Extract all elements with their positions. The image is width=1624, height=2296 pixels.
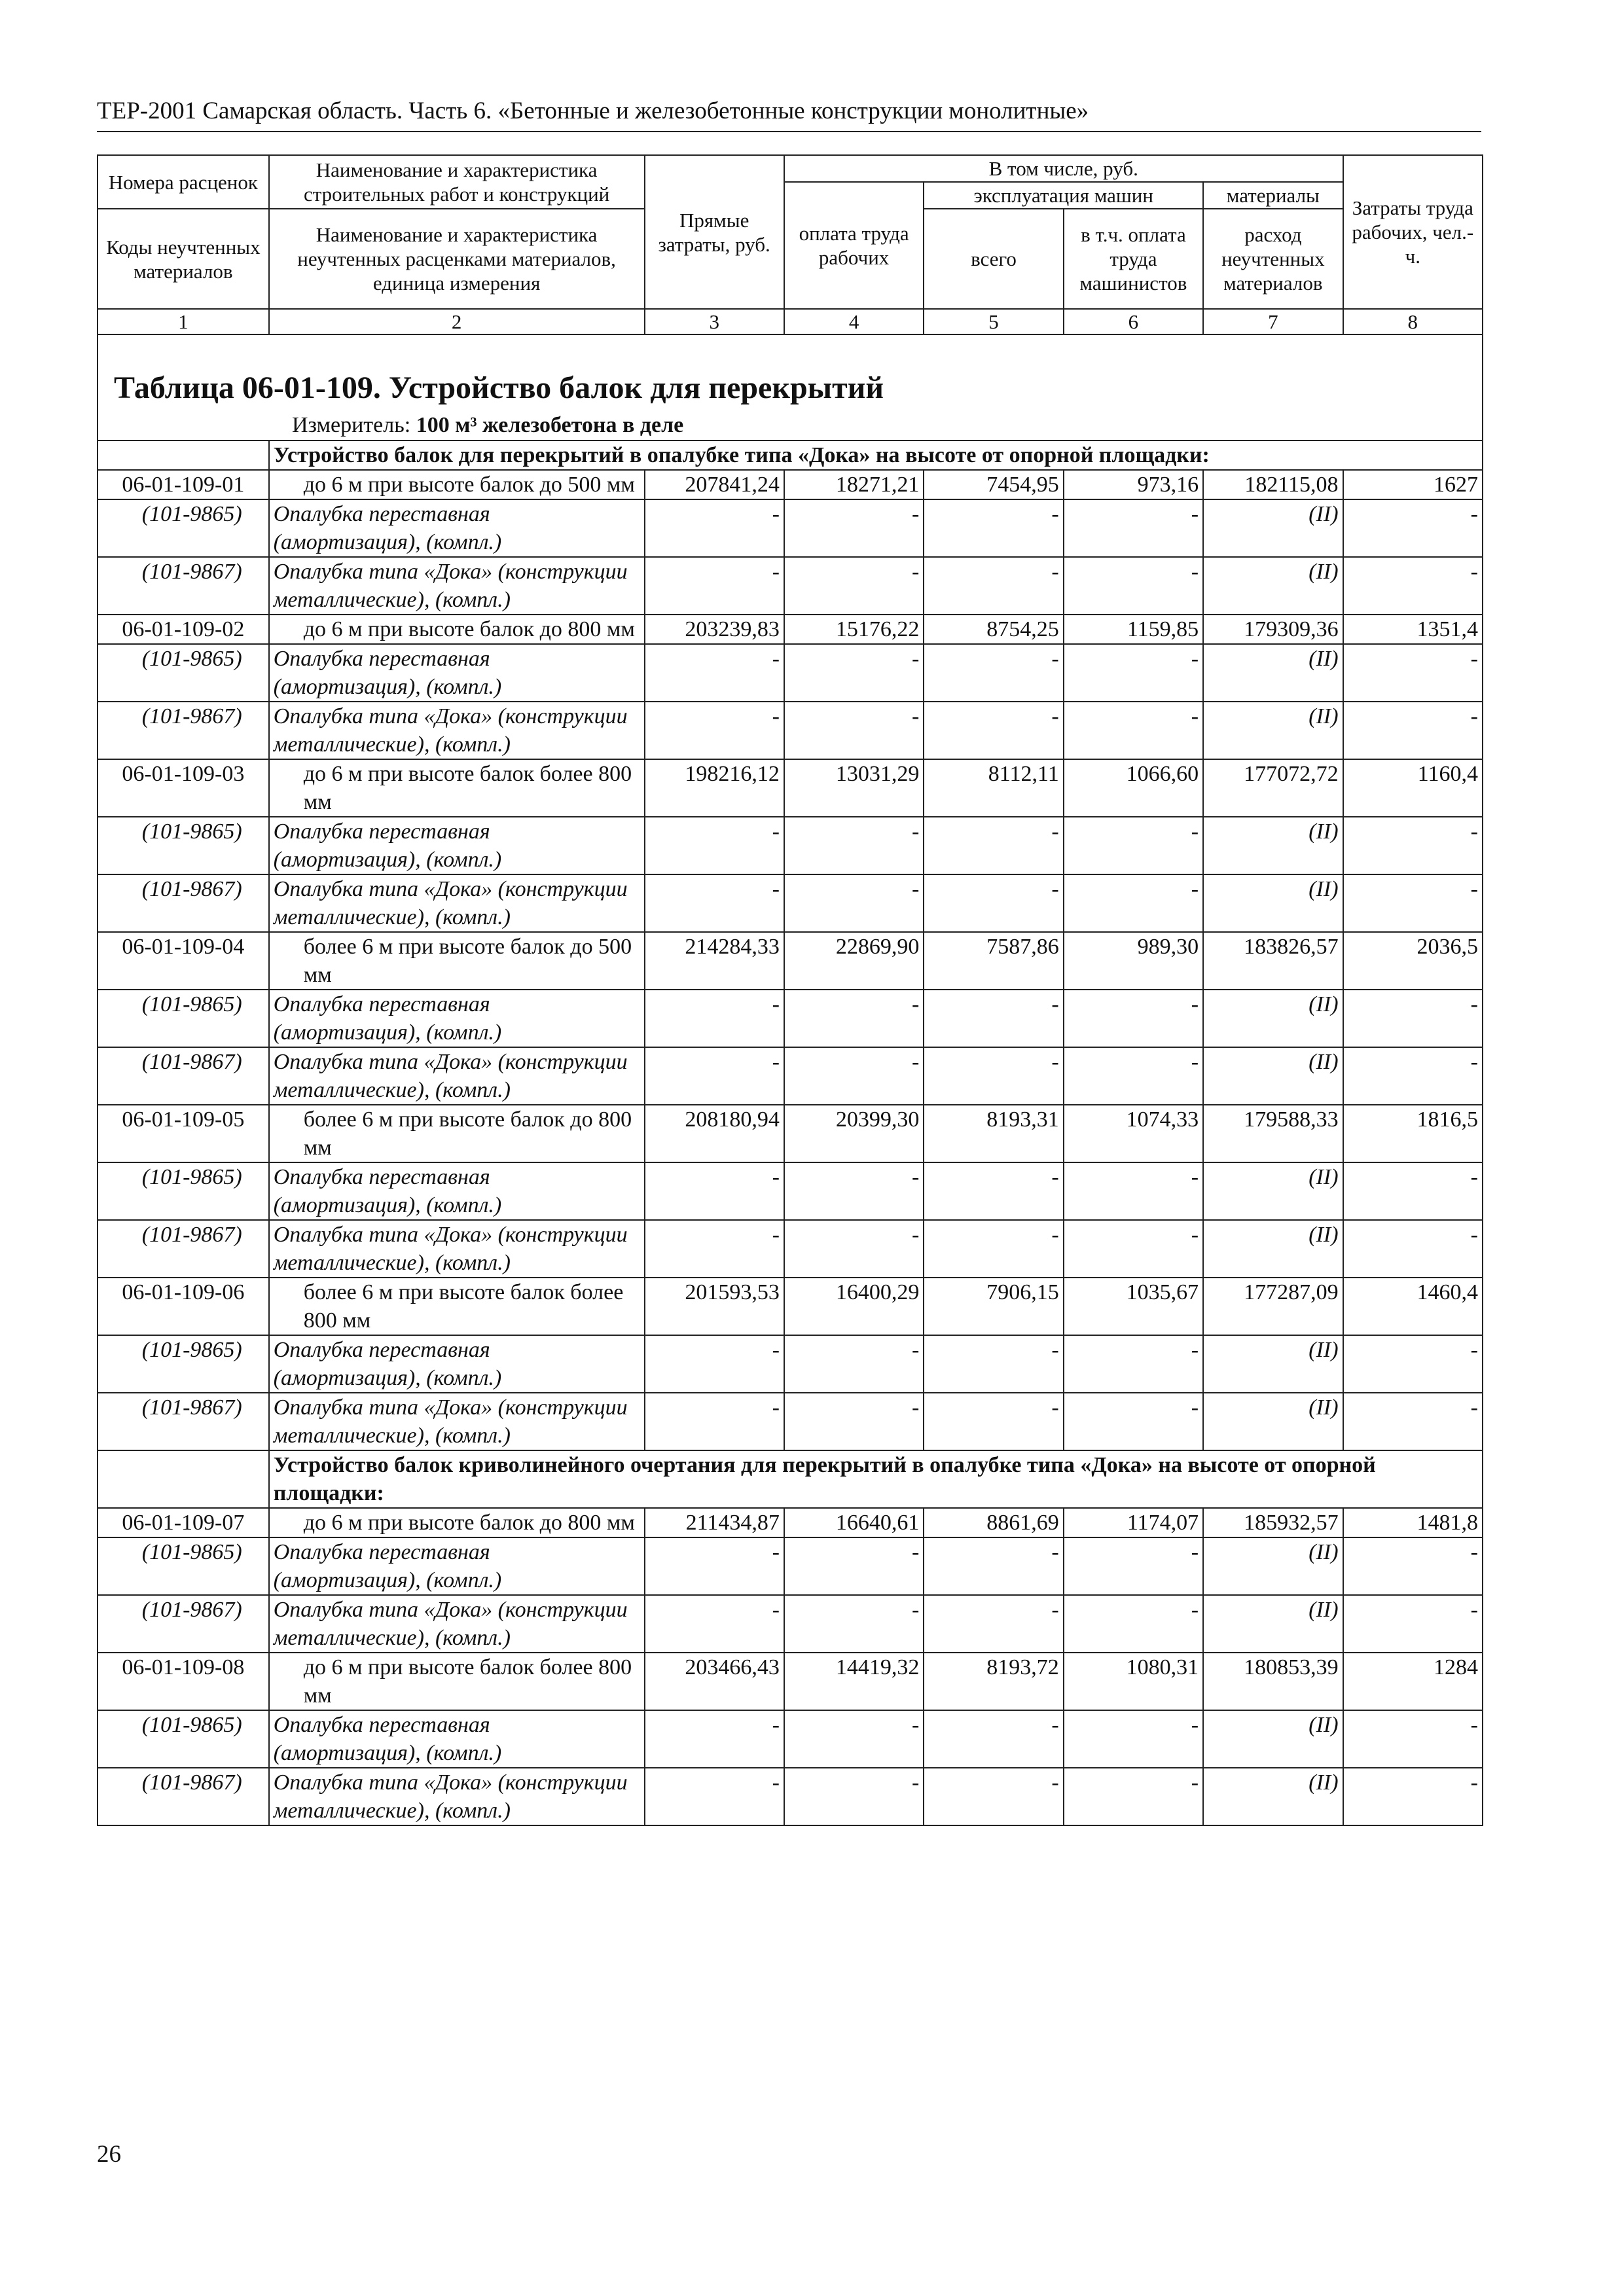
machine-cost: -: [924, 702, 1063, 759]
labor-cost: 15176,22: [784, 615, 924, 644]
machine-cost: -: [924, 1220, 1063, 1278]
machine-cost: 8754,25: [924, 615, 1063, 644]
direct-cost: -: [645, 1768, 784, 1825]
material-consumption: (II): [1203, 1537, 1343, 1595]
col4-header: оплата труда рабочих: [784, 182, 924, 309]
table-header: [98, 155, 1483, 334]
direct-cost: -: [645, 1595, 784, 1653]
material-row: [98, 702, 1483, 759]
labor-cost: 22869,90: [784, 932, 924, 990]
material-code: (101-9865): [98, 1335, 269, 1393]
material-row: [98, 644, 1483, 702]
labor-hours: -: [1343, 702, 1483, 759]
direct-cost: -: [645, 1393, 784, 1450]
labor-hours: -: [1343, 817, 1483, 874]
machinist-labor-cost: -: [1064, 1047, 1203, 1105]
material-name: Опалубка переставная (амортизация), (компл.): [269, 499, 645, 557]
material-consumption: (II): [1203, 1595, 1343, 1653]
material-consumption: (II): [1203, 557, 1343, 615]
direct-cost: 214284,33: [645, 932, 784, 990]
material-row: [98, 557, 1483, 615]
labor-hours: -: [1343, 990, 1483, 1047]
col1-top-header: Номера расценок: [98, 155, 269, 209]
material-cost: 179588,33: [1203, 1105, 1343, 1162]
direct-cost: 203239,83: [645, 615, 784, 644]
material-code: (101-9865): [98, 990, 269, 1047]
labor-cost: -: [784, 1047, 924, 1105]
rate-name: до 6 м при высоте балок до 500 мм: [269, 470, 645, 499]
material-name: Опалубка типа «Дока» (конструкции металлические), (компл.): [269, 702, 645, 759]
material-row: [98, 1768, 1483, 1825]
direct-cost: -: [645, 1162, 784, 1220]
rate-code: 06-01-109-06: [98, 1278, 269, 1335]
material-code: (101-9867): [98, 1393, 269, 1450]
labor-hours: 1460,4: [1343, 1278, 1483, 1335]
material-name: Опалубка переставная (амортизация), (компл.): [269, 644, 645, 702]
labor-cost: -: [784, 1537, 924, 1595]
machinist-labor-cost: -: [1064, 990, 1203, 1047]
material-consumption: (II): [1203, 1393, 1343, 1450]
machinist-labor-cost: -: [1064, 1220, 1203, 1278]
labor-cost: -: [784, 874, 924, 932]
material-consumption: (II): [1203, 499, 1343, 557]
material-cost: 185932,57: [1203, 1508, 1343, 1537]
material-cost: 183826,57: [1203, 932, 1343, 990]
material-code: (101-9865): [98, 1537, 269, 1595]
meter-value: 100 м³ железобетона в деле: [416, 413, 684, 437]
labor-cost: 18271,21: [784, 470, 924, 499]
labor-cost: -: [784, 990, 924, 1047]
rate-code: 06-01-109-01: [98, 470, 269, 499]
machinist-labor-cost: 1174,07: [1064, 1508, 1203, 1537]
material-code: (101-9865): [98, 1162, 269, 1220]
rate-code: 06-01-109-04: [98, 932, 269, 990]
rate-name: до 6 м при высоте балок до 800 мм: [269, 1508, 645, 1537]
material-name: Опалубка типа «Дока» (конструкции металлические), (компл.): [269, 874, 645, 932]
machinist-labor-cost: -: [1064, 644, 1203, 702]
direct-cost: -: [645, 557, 784, 615]
direct-cost: -: [645, 817, 784, 874]
material-name: Опалубка переставная (амортизация), (компл.): [269, 1710, 645, 1768]
machinist-labor-cost: -: [1064, 499, 1203, 557]
labor-hours: -: [1343, 874, 1483, 932]
labor-cost: -: [784, 557, 924, 615]
labor-hours: -: [1343, 1220, 1483, 1278]
machinist-labor-cost: -: [1064, 1162, 1203, 1220]
rate-code: 06-01-109-05: [98, 1105, 269, 1162]
rate-code: 06-01-109-08: [98, 1653, 269, 1710]
material-name: Опалубка типа «Дока» (конструкции металлические), (компл.): [269, 1220, 645, 1278]
col6-header: в т.ч. оплата труда машинистов: [1064, 209, 1203, 309]
col-number: 3: [645, 309, 784, 334]
machinist-labor-cost: 1074,33: [1064, 1105, 1203, 1162]
machine-cost: -: [924, 499, 1063, 557]
machine-cost: 7906,15: [924, 1278, 1063, 1335]
machine-cost: 8861,69: [924, 1508, 1063, 1537]
rate-name: до 6 м при высоте балок более 800 мм: [269, 1653, 645, 1710]
direct-cost: -: [645, 702, 784, 759]
col3-header: Прямые затраты, руб.: [645, 155, 784, 309]
material-name: Опалубка переставная (амортизация), (компл.): [269, 1162, 645, 1220]
machine-cost: -: [924, 1710, 1063, 1768]
material-code: (101-9867): [98, 1047, 269, 1105]
rate-name: до 6 м при высоте балок более 800 мм: [269, 759, 645, 817]
material-name: Опалубка переставная (амортизация), (компл.): [269, 990, 645, 1047]
table-body: [98, 334, 1483, 1825]
labor-cost: -: [784, 1595, 924, 1653]
machine-cost: -: [924, 874, 1063, 932]
labor-hours: -: [1343, 1047, 1483, 1105]
material-code: (101-9865): [98, 644, 269, 702]
material-row: [98, 1393, 1483, 1450]
machine-cost: 7587,86: [924, 932, 1063, 990]
labor-hours: -: [1343, 1335, 1483, 1393]
running-header: ТЕР-2001 Самарская область. Часть 6. «Бетонные и железобетонные конструкции монолитные»: [97, 98, 1089, 124]
machinist-labor-cost: 973,16: [1064, 470, 1203, 499]
labor-cost: -: [784, 1162, 924, 1220]
section-code-cell: [98, 1450, 269, 1508]
labor-cost: -: [784, 702, 924, 759]
material-code: (101-9865): [98, 499, 269, 557]
machinist-labor-cost: 989,30: [1064, 932, 1203, 990]
materials-header: материалы: [1203, 182, 1343, 209]
material-row: [98, 1047, 1483, 1105]
material-row: [98, 1335, 1483, 1393]
section-row: [98, 1450, 1483, 1508]
labor-cost: -: [784, 1393, 924, 1450]
machine-cost: 7454,95: [924, 470, 1063, 499]
material-row: [98, 499, 1483, 557]
material-cost: 177287,09: [1203, 1278, 1343, 1335]
material-name: Опалубка типа «Дока» (конструкции металлические), (компл.): [269, 1393, 645, 1450]
labor-hours: -: [1343, 499, 1483, 557]
material-consumption: (II): [1203, 1047, 1343, 1105]
machinist-labor-cost: -: [1064, 817, 1203, 874]
col2-top-header: Наименование и характеристика строительных работ и конструкций: [269, 155, 645, 209]
table-row: [98, 1508, 1483, 1537]
material-row: [98, 990, 1483, 1047]
rate-name: до 6 м при высоте балок до 800 мм: [269, 615, 645, 644]
table-row: [98, 470, 1483, 499]
labor-cost: 20399,30: [784, 1105, 924, 1162]
material-cost: 177072,72: [1203, 759, 1343, 817]
including-header: В том числе, руб.: [784, 155, 1343, 182]
machinist-labor-cost: 1035,67: [1064, 1278, 1203, 1335]
machine-cost: 8112,11: [924, 759, 1063, 817]
material-name: Опалубка переставная (амортизация), (компл.): [269, 817, 645, 874]
labor-hours: -: [1343, 1393, 1483, 1450]
labor-cost: -: [784, 817, 924, 874]
table-row: [98, 1105, 1483, 1162]
labor-hours: -: [1343, 644, 1483, 702]
labor-cost: 16400,29: [784, 1278, 924, 1335]
machinist-labor-cost: -: [1064, 1595, 1203, 1653]
section-code-cell: [98, 440, 269, 470]
material-row: [98, 1710, 1483, 1768]
col-number: 4: [784, 309, 924, 334]
machinist-labor-cost: -: [1064, 1335, 1203, 1393]
machine-cost: -: [924, 1393, 1063, 1450]
material-cost: 180853,39: [1203, 1653, 1343, 1710]
header-rule: [97, 131, 1481, 132]
labor-hours: 1160,4: [1343, 759, 1483, 817]
material-code: (101-9867): [98, 1768, 269, 1825]
direct-cost: -: [645, 1220, 784, 1278]
section-row: [98, 440, 1483, 470]
machine-cost: 8193,72: [924, 1653, 1063, 1710]
direct-cost: -: [645, 499, 784, 557]
table-row: [98, 932, 1483, 990]
col-number: 2: [269, 309, 645, 334]
machine-cost: -: [924, 1162, 1063, 1220]
machinist-labor-cost: 1080,31: [1064, 1653, 1203, 1710]
material-consumption: (II): [1203, 990, 1343, 1047]
page-number: 26: [97, 2141, 121, 2168]
rate-name: более 6 м при высоте балок до 500 мм: [269, 932, 645, 990]
labor-cost: -: [784, 1335, 924, 1393]
rate-name: более 6 м при высоте балок более 800 мм: [269, 1278, 645, 1335]
labor-hours: -: [1343, 1768, 1483, 1825]
material-consumption: (II): [1203, 874, 1343, 932]
machines-header: эксплуатация машин: [924, 182, 1203, 209]
table-row: [98, 1653, 1483, 1710]
machinist-labor-cost: -: [1064, 702, 1203, 759]
table-row: [98, 759, 1483, 817]
direct-cost: -: [645, 1710, 784, 1768]
table-row: [98, 1278, 1483, 1335]
labor-hours: -: [1343, 1537, 1483, 1595]
direct-cost: -: [645, 1537, 784, 1595]
col8-header: Затраты труда рабочих, чел.-ч.: [1343, 155, 1483, 309]
direct-cost: 203466,43: [645, 1653, 784, 1710]
direct-cost: 198216,12: [645, 759, 784, 817]
machine-cost: -: [924, 1768, 1063, 1825]
col-number: 5: [924, 309, 1063, 334]
material-name: Опалубка переставная (амортизация), (компл.): [269, 1335, 645, 1393]
direct-cost: -: [645, 1047, 784, 1105]
material-code: (101-9867): [98, 1220, 269, 1278]
machinist-labor-cost: -: [1064, 557, 1203, 615]
labor-hours: -: [1343, 557, 1483, 615]
labor-cost: -: [784, 1710, 924, 1768]
machinist-labor-cost: -: [1064, 874, 1203, 932]
machinist-labor-cost: -: [1064, 1537, 1203, 1595]
machine-cost: -: [924, 557, 1063, 615]
material-consumption: (II): [1203, 1162, 1343, 1220]
material-code: (101-9867): [98, 702, 269, 759]
table-title-cell: [98, 334, 1483, 440]
machine-cost: -: [924, 1595, 1063, 1653]
direct-cost: -: [645, 644, 784, 702]
machinist-labor-cost: -: [1064, 1768, 1203, 1825]
rate-code: 06-01-109-07: [98, 1508, 269, 1537]
material-name: Опалубка типа «Дока» (конструкции металлические), (компл.): [269, 1595, 645, 1653]
labor-hours: 1481,8: [1343, 1508, 1483, 1537]
direct-cost: 211434,87: [645, 1508, 784, 1537]
material-row: [98, 1537, 1483, 1595]
col7-header: расход неучтенных материалов: [1203, 209, 1343, 309]
rate-code: 06-01-109-02: [98, 615, 269, 644]
material-consumption: (II): [1203, 1335, 1343, 1393]
material-code: (101-9867): [98, 1595, 269, 1653]
col1-bottom-header: Коды неучтенных материалов: [98, 209, 269, 309]
col-number: 7: [1203, 309, 1343, 334]
labor-cost: 16640,61: [784, 1508, 924, 1537]
material-consumption: (II): [1203, 1710, 1343, 1768]
material-row: [98, 874, 1483, 932]
labor-cost: -: [784, 1220, 924, 1278]
material-cost: 179309,36: [1203, 615, 1343, 644]
labor-hours: 1284: [1343, 1653, 1483, 1710]
col2-bottom-header: Наименование и характеристика неучтенных расценками материалов, единица измерения: [269, 209, 645, 309]
machinist-labor-cost: -: [1064, 1710, 1203, 1768]
direct-cost: 208180,94: [645, 1105, 784, 1162]
rate-code: 06-01-109-03: [98, 759, 269, 817]
material-code: (101-9867): [98, 874, 269, 932]
material-row: [98, 1220, 1483, 1278]
section-heading: Устройство балок для перекрытий в опалубке типа «Дока» на высоте от опорной площадки:: [269, 440, 1483, 470]
material-row: [98, 1162, 1483, 1220]
col-number: 6: [1064, 309, 1203, 334]
direct-cost: -: [645, 1335, 784, 1393]
material-consumption: (II): [1203, 1220, 1343, 1278]
machine-cost: -: [924, 644, 1063, 702]
col-number: 1: [98, 309, 269, 334]
material-code: (101-9865): [98, 1710, 269, 1768]
material-consumption: (II): [1203, 644, 1343, 702]
material-name: Опалубка типа «Дока» (конструкции металлические), (компл.): [269, 557, 645, 615]
machine-cost: -: [924, 817, 1063, 874]
machine-cost: 8193,31: [924, 1105, 1063, 1162]
machine-cost: -: [924, 1335, 1063, 1393]
material-row: [98, 817, 1483, 874]
labor-cost: 14419,32: [784, 1653, 924, 1710]
machinist-labor-cost: 1066,60: [1064, 759, 1203, 817]
labor-hours: 1627: [1343, 470, 1483, 499]
machine-cost: -: [924, 1537, 1063, 1595]
material-consumption: (II): [1203, 1768, 1343, 1825]
direct-cost: -: [645, 990, 784, 1047]
labor-hours: -: [1343, 1595, 1483, 1653]
labor-hours: 2036,5: [1343, 932, 1483, 990]
col-number: 8: [1343, 309, 1483, 334]
table-title: Таблица 06-01-109. Устройство балок для перекрытий: [114, 370, 884, 405]
material-code: (101-9867): [98, 557, 269, 615]
machinist-labor-cost: -: [1064, 1393, 1203, 1450]
direct-cost: 207841,24: [645, 470, 784, 499]
machine-cost: -: [924, 990, 1063, 1047]
material-row: [98, 1595, 1483, 1653]
col5-header: всего: [924, 209, 1063, 309]
material-name: Опалубка типа «Дока» (конструкции металлические), (компл.): [269, 1768, 645, 1825]
labor-hours: -: [1343, 1710, 1483, 1768]
material-name: Опалубка типа «Дока» (конструкции металлические), (компл.): [269, 1047, 645, 1105]
meter-line: [102, 411, 1478, 440]
material-cost: 182115,08: [1203, 470, 1343, 499]
rate-name: более 6 м при высоте балок до 800 мм: [269, 1105, 645, 1162]
material-name: Опалубка переставная (амортизация), (компл.): [269, 1537, 645, 1595]
direct-cost: 201593,53: [645, 1278, 784, 1335]
labor-hours: 1816,5: [1343, 1105, 1483, 1162]
machine-cost: -: [924, 1047, 1063, 1105]
section-heading: Устройство балок криволинейного очертания для перекрытий в опалубке типа «Дока» на высоте от опорной площадки:: [269, 1450, 1483, 1508]
labor-cost: -: [784, 499, 924, 557]
material-consumption: (II): [1203, 702, 1343, 759]
table-row: [98, 615, 1483, 644]
direct-cost: -: [645, 874, 784, 932]
material-consumption: (II): [1203, 817, 1343, 874]
labor-cost: -: [784, 644, 924, 702]
meter-label: Измеритель:: [292, 413, 411, 437]
labor-hours: 1351,4: [1343, 615, 1483, 644]
labor-hours: -: [1343, 1162, 1483, 1220]
price-table: [97, 154, 1483, 1826]
material-code: (101-9865): [98, 817, 269, 874]
machinist-labor-cost: 1159,85: [1064, 615, 1203, 644]
labor-cost: 13031,29: [784, 759, 924, 817]
labor-cost: -: [784, 1768, 924, 1825]
